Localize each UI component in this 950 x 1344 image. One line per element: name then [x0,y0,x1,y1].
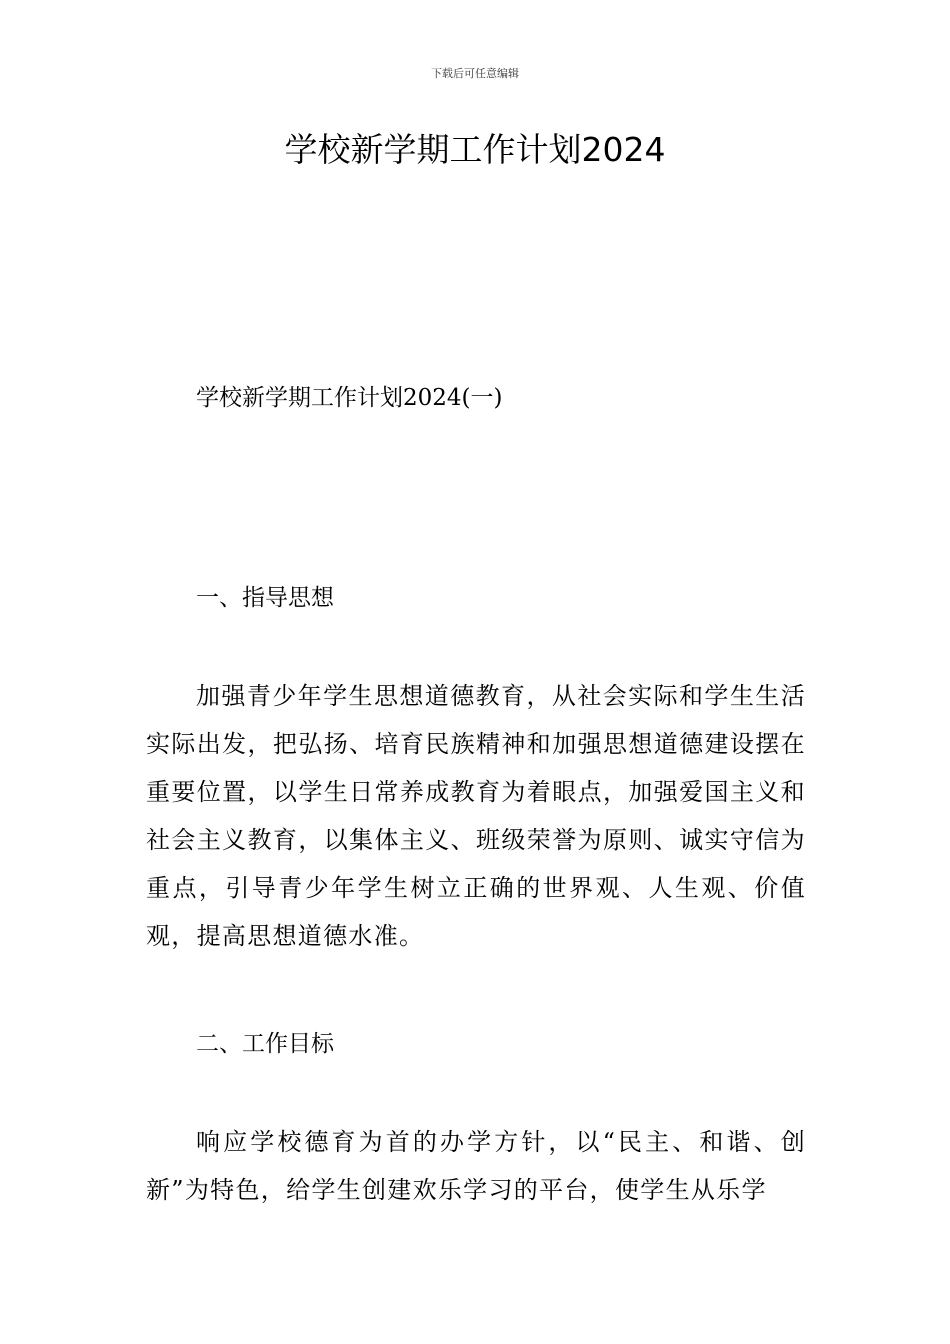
document-subtitle: 学校新学期工作计划2024(一) [196,385,503,411]
header-note: 下载后可任意编辑 [431,67,519,80]
document-title: 学校新学期工作计划2024 [284,130,666,169]
section-heading-guiding-ideology: 一、指导思想 [196,585,334,611]
section-heading-work-goals: 二、工作目标 [196,1031,334,1057]
section-paragraph-guiding-ideology: 加强青少年学生思想道德教育，从社会实际和学生生活实际出发，把弘扬、培育民族精神和加强思想道德建设摆在重要位置，以学生日常养成教育为着眼点，加强爱国主义和社会主义教育，以集体主义、班级荣誉为原则、诚实守信为重点，引导青少年学生树立正确的世界观、人生观、价值观，提高思想道德水准。 [146,682,806,950]
section-paragraph-work-goals: 响应学校德育为首的办学方针，以“民主、和谐、创新”为特色，给学生创建欢乐学习的平台，使学生从乐学 [146,1128,806,1204]
